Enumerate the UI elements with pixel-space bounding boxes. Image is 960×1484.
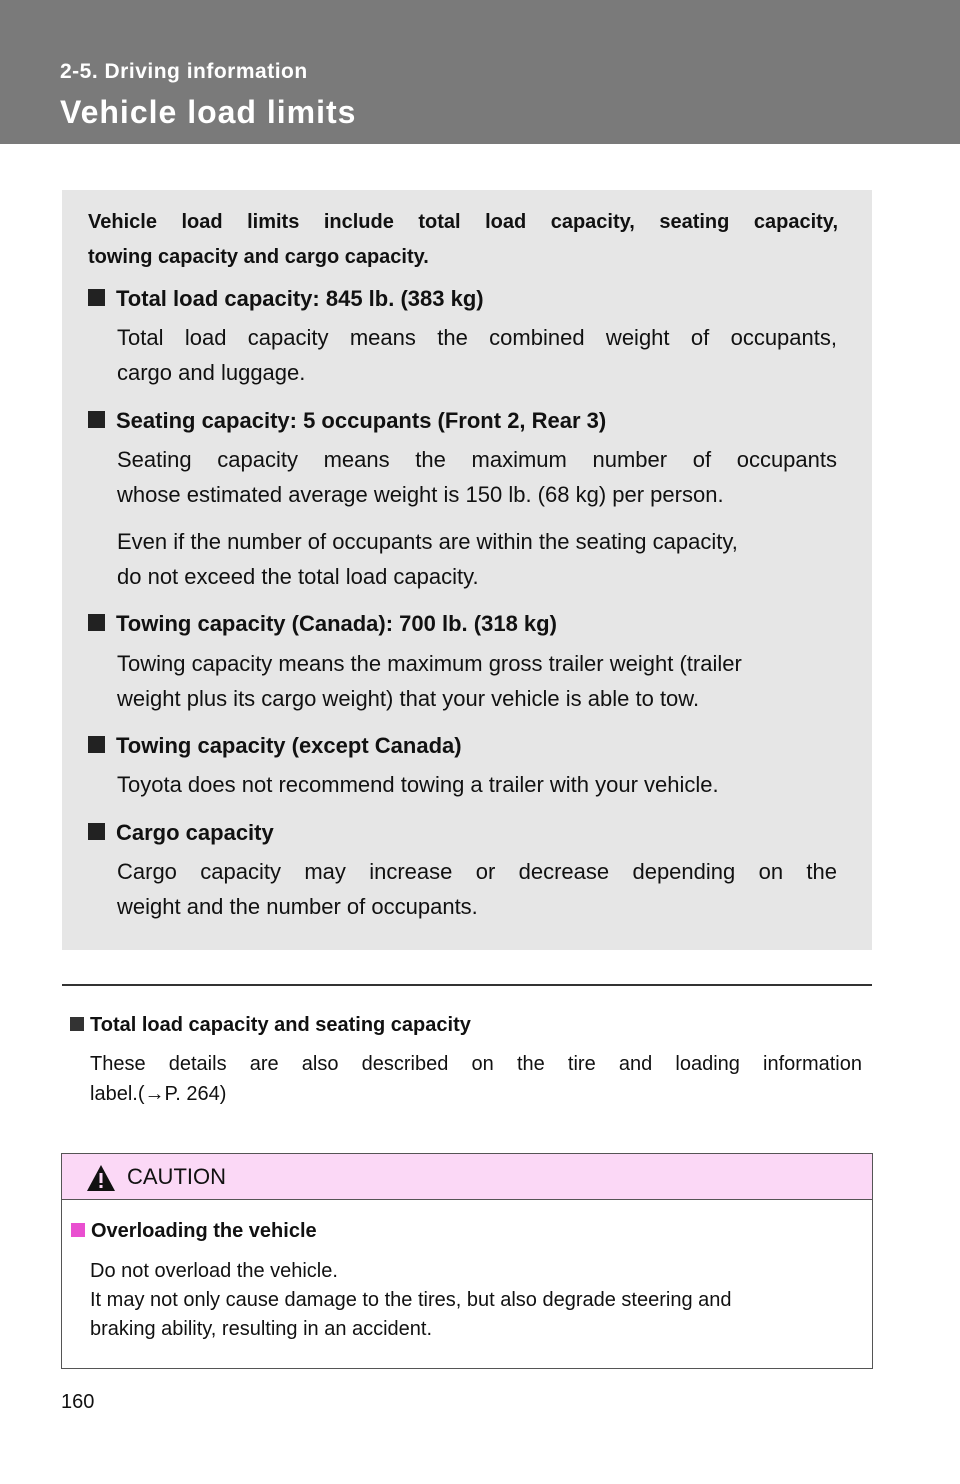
bullet-square-icon — [88, 614, 105, 631]
item-body-total-load — [117, 320, 837, 390]
item-line: Cargo capacity may increase or decrease depending on the — [117, 859, 837, 884]
caution-line: It may not only cause damage to the tires, but also degrade steering and — [90, 1289, 732, 1311]
item-body-seating-extra — [117, 524, 837, 594]
item-line: weight plus its cargo weight) that your vehicle is able to tow. — [117, 686, 700, 711]
bullet-square-icon — [70, 1017, 84, 1031]
item-heading-towing-except — [88, 733, 462, 759]
intro-text — [88, 205, 838, 275]
item-body-cargo — [117, 854, 837, 924]
note-line: These details are also described on the tire and loading information — [90, 1053, 862, 1075]
note-heading-text: Total load capacity and seating capacity — [90, 1014, 471, 1036]
caution-heading — [71, 1220, 317, 1243]
item-heading-total-load — [88, 286, 484, 312]
section-label: 2-5. Driving information — [60, 60, 308, 83]
item-line: do not exceed the total load capacity. — [117, 564, 479, 589]
item-line: cargo and luggage. — [117, 360, 306, 385]
bullet-square-icon — [88, 823, 105, 840]
page-header — [0, 0, 960, 144]
bullet-square-icon — [88, 289, 105, 306]
caution-heading-text: Overloading the vehicle — [91, 1220, 317, 1242]
item-line: Seating capacity means the maximum number of occupants — [117, 447, 837, 472]
item-heading-towing-canada — [88, 611, 557, 637]
caution-bar — [62, 1154, 872, 1200]
item-body-seating — [117, 442, 837, 512]
bullet-square-icon — [88, 736, 105, 753]
item-line: Toyota does not recommend towing a trailer with your vehicle. — [117, 772, 719, 797]
caution-line: Do not overload the vehicle. — [90, 1260, 338, 1282]
bullet-square-icon — [88, 411, 105, 428]
warning-triangle-icon — [86, 1164, 116, 1192]
item-body-towing-except — [117, 767, 837, 802]
item-line: Even if the number of occupants are within the seating capacity, — [117, 529, 738, 554]
note-body — [90, 1049, 862, 1109]
note-line: label.(→P. 264) — [90, 1083, 227, 1105]
item-line: Towing capacity means the maximum gross trailer weight (trailer — [117, 651, 742, 676]
intro-line-1: Vehicle load limits include total load capacity, seating capacity, — [88, 211, 838, 233]
item-line: weight and the number of occupants. — [117, 894, 478, 919]
divider — [62, 984, 872, 986]
item-heading-text: Cargo capacity — [116, 820, 274, 845]
page-number: 160 — [61, 1391, 95, 1413]
item-heading-text: Towing capacity (except Canada) — [116, 733, 462, 758]
caution-label: CAUTION — [127, 1164, 226, 1189]
item-body-towing-canada — [117, 646, 837, 716]
caution-body — [90, 1257, 870, 1344]
page-title: Vehicle load limits — [60, 94, 357, 130]
intro-line-2: towing capacity and cargo capacity. — [88, 246, 429, 268]
item-line: whose estimated average weight is 150 lb. (68 kg) per person. — [117, 482, 724, 507]
item-heading-text: Total load capacity: 845 lb. (383 kg) — [116, 286, 484, 311]
item-heading-cargo — [88, 820, 274, 846]
bullet-square-icon — [71, 1223, 85, 1237]
caution-box — [61, 1153, 873, 1369]
item-heading-seating — [88, 408, 606, 434]
item-heading-text: Seating capacity: 5 occupants (Front 2, Rear 3) — [116, 408, 607, 433]
caution-line: braking ability, resulting in an accident. — [90, 1318, 433, 1340]
item-heading-text: Towing capacity (Canada): 700 lb. (318 kg) — [116, 611, 557, 636]
item-line: Total load capacity means the combined weight of occupants, — [117, 325, 837, 350]
note-heading — [70, 1014, 471, 1037]
